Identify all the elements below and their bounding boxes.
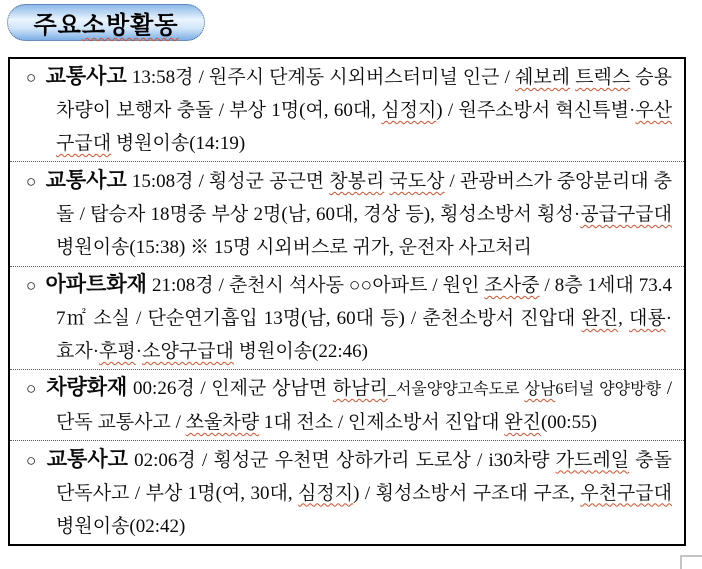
ghost-table-corner — [680, 555, 702, 569]
spellchecked-text: 소방활동 — [81, 13, 179, 39]
text-segment: 02:06경 / 횡성군 우천면 상하가리 도로상 / i30차량 — [127, 449, 556, 471]
text-segment: 충돌 단독사고 / 부상 1명(여, 30대, — [56, 449, 673, 504]
circle-bullet-icon: ○ — [26, 450, 38, 470]
circle-bullet-icon: ○ — [26, 68, 37, 87]
spellchecked-text: 쉐보레 — [514, 67, 571, 88]
table-row — [10, 59, 684, 161]
text-segment: 병원이송(22:46) — [233, 341, 368, 362]
spellchecked-text: 완진 — [581, 308, 619, 329]
spellchecked-text: 공급구급대 — [580, 204, 672, 225]
text-segment: 6터널 양양방향 — [555, 381, 662, 398]
text-segment: 병원이송(02:42) — [56, 515, 186, 537]
spellchecked-text: 하남리 — [332, 378, 388, 399]
table-row — [10, 440, 684, 544]
spellchecked-text: 국도상 — [389, 171, 445, 192]
incident-text — [26, 164, 672, 264]
text-segment: 13:58경 / 원주시 단계동 시외버스터미널 인근 / — [126, 67, 515, 88]
spellchecked-text: 트렉스 — [575, 67, 631, 88]
incident-text — [26, 60, 672, 160]
spellchecked-text: 상남 — [524, 381, 556, 398]
text-segment: / 단독 교통사고 / — [56, 378, 672, 433]
spellchecked-text: 완진 — [504, 412, 541, 433]
table-row — [10, 369, 684, 440]
text-segment: ) / 원주소방서 혁신특별· — [436, 100, 636, 121]
incident-text — [26, 268, 672, 368]
table-row — [10, 266, 684, 369]
text-segment: _서울양양고속도로 — [387, 381, 525, 398]
text-segment: 주요 — [33, 13, 82, 39]
text-segment: 00:26경 / 인제군 상남면 — [127, 378, 333, 399]
circle-bullet-icon: ○ — [26, 379, 38, 398]
text-segment: 병원이송(15:38) ※ 15명 시외버스로 귀가, 운전자 사고처리 — [56, 237, 532, 258]
spellchecked-text: 심정지 — [381, 100, 437, 121]
spellchecked-text: 후평 — [99, 341, 136, 362]
text-segment: 1대 전소 / 인제소방서 진압대 — [259, 412, 505, 433]
text-segment: , — [618, 308, 629, 329]
spellchecked-text: 가드레일 — [555, 449, 630, 471]
incident-text — [26, 443, 672, 543]
table-row — [10, 161, 684, 266]
text-segment: / 8층 1세대 73.47㎡ 소실 / 단순연기흡입 13명(남, 60대 등) / 춘천소방서 진압대 — [56, 275, 672, 329]
text-segment: 21:08경 / 춘천시 석사동 ○○아파트 / 원인 — [146, 275, 485, 296]
text-segment: 승용차량이 보행자 충돌 / 부상 1명(여, 60대, — [56, 67, 672, 121]
incident-table — [8, 57, 686, 546]
text-segment: 차량화재 — [46, 375, 128, 399]
text-segment: 교통사고 — [45, 168, 127, 192]
spellchecked-text: 조사중 — [484, 275, 540, 296]
circle-bullet-icon: ○ — [26, 172, 37, 191]
spellchecked-text: 대룡 — [628, 308, 666, 329]
text-segment: · — [135, 341, 143, 362]
incident-text — [26, 371, 672, 439]
text-segment: (00:55) — [540, 412, 597, 433]
text-segment: 아파트화재 — [45, 272, 147, 296]
spellchecked-text: 우천구급대 — [580, 482, 672, 504]
title-badge — [7, 4, 205, 41]
text-segment: ) / 횡성소방서 구조대 구조, — [353, 482, 581, 504]
text-segment: 병원이송(14:19) — [111, 133, 246, 154]
spellchecked-text: 창봉리 — [329, 171, 385, 192]
text-segment: 교통사고 — [45, 64, 127, 88]
circle-bullet-icon: ○ — [26, 276, 37, 295]
spellchecked-text: 심정지 — [298, 482, 354, 504]
text-segment: ·효자· — [56, 308, 673, 362]
spellchecked-text: 소양구급대 — [142, 341, 234, 362]
spellchecked-text: 우산구급대 — [56, 100, 672, 154]
text-segment: 15:08경 / 횡성군 공근면 — [126, 171, 330, 192]
spellchecked-text: 쏘울차량 — [185, 412, 260, 433]
text-segment: 교통사고 — [46, 446, 128, 471]
text-segment: / 관광버스가 중앙분리대 충돌 / 탑승자 18명중 부상 2명(남, 60대, 경상 등), 횡성소방서 횡성· — [56, 171, 672, 225]
